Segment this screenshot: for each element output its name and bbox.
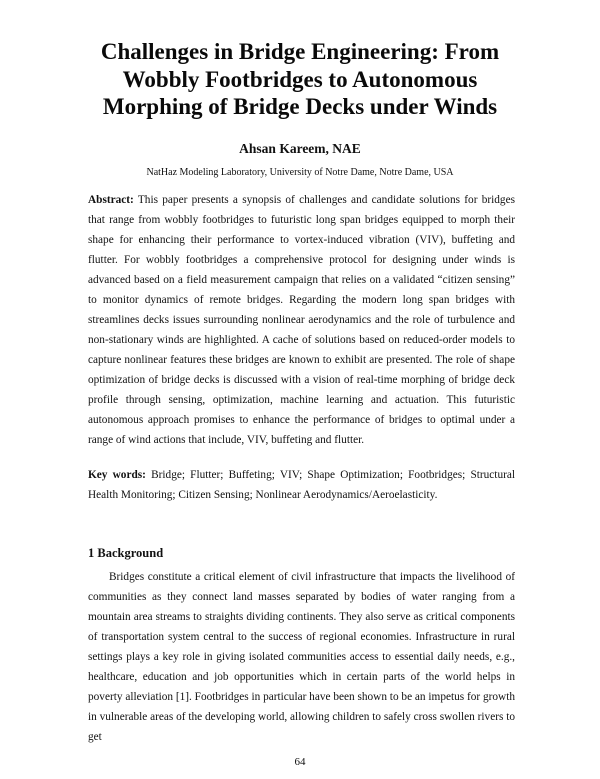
abstract-text: This paper presents a synopsis of challenges and candidate solutions for bridges that range from wobbly footbridges to futuristic long span bridges equipped to morph their shape for enhancing their performance to vortex-induced vibration (VIV), buffeting and flutter. For wobbly footbridges a comprehensive protocol for designing under winds is advanced based on a field measurement campaign that relies on a validated “citizen sensing” to monitor dynamics of remote bridges. Regarding the modern long span bridges with streamlines decks issues surrounding nonlinear aerodynamics and the role of turbulence and non-stationary winds are highlighted. A cache of solutions based on reduced-order models to capture nonlinear features these bridges are known to exhibit are presented. The role of shape optimization of bridge decks is discussed with a vision of real-time morphing of bridge deck profile through sensing, optimization, machine learning and actuation. This futuristic autonomous approach promises to enhance the performance of bridges to optimal under a range of wind actions that include, VIV, buffeting and flutter. [88, 194, 515, 446]
title-line-2: Wobbly Footbridges to Autonomous [122, 66, 478, 92]
title-line-1: Challenges in Bridge Engineering: From [100, 39, 500, 64]
author-name: Ahsan Kareem, NAE [239, 141, 361, 156]
author-affiliation: NatHaz Modeling Laboratory, University of Notre Dame, Notre Dame, USA [146, 167, 454, 178]
section-heading: 1 Background [88, 546, 164, 560]
abstract-label: Abstract: [88, 194, 134, 206]
keywords-label: Key words: [88, 469, 146, 481]
keywords-text: Bridge; Flutter; Buffeting; VIV; Shape Optimization; Footbridges; Structural Health Monitoring; Citizen Sensing; Nonlinear Aerodynamics/Aeroelasticity. [88, 469, 516, 501]
paper-title [60, 38, 540, 121]
keywords [88, 465, 515, 505]
title-line-3: Morphing of Bridge Decks under Winds [102, 94, 498, 119]
abstract [88, 190, 515, 450]
page-number: 64 [294, 756, 306, 768]
section-body: Bridges constitute a critical element of civil infrastructure that impacts the livelihood of communities as they connect land masses separated by bodies of water ranging from a mountain area streams to straights dividing continents. They also serve as critical components of transportation system central to the success of regional economies. Infrastructure in rural settings plays a key role in giving isolated communities access to essential daily needs, e.g., healthcare, education and job opportunities which in certain parts of the world helps in poverty alleviation [1]. Footbridges in particular have been shown to be an impetus for growth in vulnerable areas of the developing world, allowing children to safely cross swollen rivers to get [88, 571, 515, 743]
